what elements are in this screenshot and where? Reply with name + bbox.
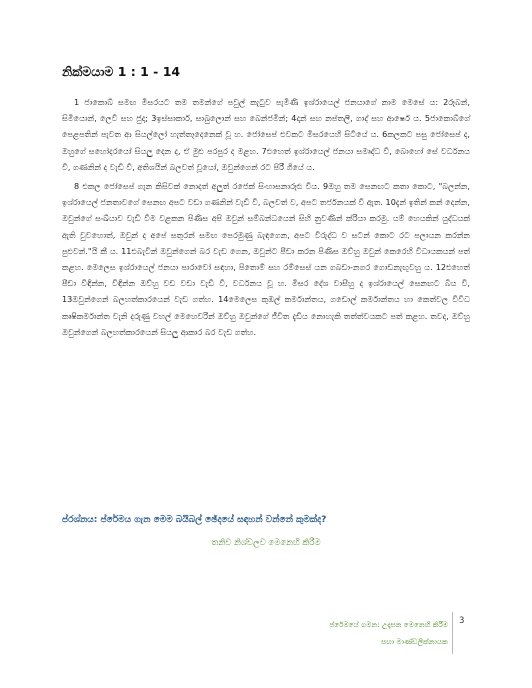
meditation-instruction: තනිව නිශ්චලව මෙනෙහි කිරීම bbox=[211, 538, 321, 548]
footer-divider bbox=[452, 612, 453, 654]
passage-body bbox=[62, 94, 470, 343]
passage-paragraph-2: 8 එකල ජෝසෙප් ගැන කිසිවක් නොදත් අලුත් රජෙක් සිංහාසනාරූඪ විය. 9ඔහු තම සෙනඟට කතා කොට, "බලන්න, ඉශ්රායෙල් ජනතාවගේ සෙනඟ අපට වඩා ගණනින් වැඩි වී, බලවත් ව, අපට තර්ජනයක් වී ඇත. 10දැන් ඉතින් කන් දෙන්න, ඔවුන්ගේ සංඛ්යාව වැඩි වීම වළකන පිණිස අපි ඔවුන් සම්බන්ධයෙන් සිහි නුවණින් ක්රියා කරමු. යම් හෙයකින් යුද්ධයක් ඇති වුවහොත්, ඔවුන් ද අපේ සතුරන් සමඟ පෙරමුණු බැඳගෙන, අපට විරුද්ධ ව සටන් කොට රට පලායන කරන්න පුළුවන්."යි කී ය. 11එබැවින් ඔවුන්ගෙන් බර වැඩ ගෙන, ඔවුන්ට පීඩා කරන පිණිස ඔව්හු ඔවුන් කෙරෙහි විධායකයන් පත් කළහ. මෙලෙස ඉශ්රායෙල් ජනයා පාරාවෝ සඳහා, පිතොම් සහ රම්සෙස් යන ගබඩා-නගර ගොඩනැඟුවහු ය. 12එහෙත් පීඩා විඳින්න, විඳින්න ඔව්හු වඩ වඩා වැඩි වී, වර්ධනය වූ හ. මිසර දේශ වාසීහු ද ඉශ්රායෙල් සෙනඟට බිය වී, 13ඔවුන්ගෙන් බලහත්කාරයෙන් වැඩ ගත්හ. 14මෙලෙස කුඹල් කර්මාන්තය, ගඩොල් කර්මාන්තය හා කෙත්වල විවිධ කෘෂිකර්මාන්ත වැනි දරුණු වහල් මෙහෙවරින් ඔව්හු ඔවුන්ගේ ජීවිත දැඩිය නොහැකි තත්ත්වයකට පත් කළහ. තවද, ඔව්හු ඔවුන්ගෙන් බලහත්කාරයෙන් සියලු ආකාර බර වැඩ ගත්හ. bbox=[62, 181, 470, 337]
footer-title: ප්රේමයේ ගමන: උදෑසන මෙනෙහි කිරීම bbox=[329, 620, 448, 629]
reflection-question: ප්රශ්නය: ප්රේමය ගැන මෙම බයිබල් ඡේදයේ සඳහන් වන්නේ කුමක්ද? bbox=[62, 515, 327, 525]
page-footer bbox=[329, 616, 448, 650]
passage-heading: නික්මයාම 1 : 1 - 14 bbox=[62, 64, 181, 79]
passage-paragraph-1: 1 ජාකොබ් සමඟ මිසරයට තම තමන්ගේ පවුල් කැටුව පැමිණි ඉශ්රායෙල් ජනයාගේ නාම මෙසේ ය: 2රූබන්, සිමියොන්, ලෙවී සහ ජුදා; 3ඉස්සාකාර්, සාබුලොන් සහ බෙන්ජමින්; 4දාන් සහ නප්තලී, ගාද් සහ ආෂෙර් ය. 5ජාකොබ්ගේ පෙළපතින් පැවත ආ සියල්ලෝ හැත්තෑදෙනෙක් වූ හ. ජෝසෙප් එවකට මිසරයෙහි සිටියේ ය. 6කලකට පසු ජෝසෙප් ද, ඔහුගේ සහෝදරයෝ සියලු දෙන ද, ඒ මුළු පරපුර ද මළහ. 7එහෙත් ඉශ්රායෙල් ජනයා සමෘද්ධ වී, බොහෝ සේ වර්ධනය වී, ගණනින් ද වැඩි වී, අතිශයින් බලවත් වූයෝ, ඔවුන්ගෙන් රට පිරී ගියේ ය. bbox=[62, 97, 470, 172]
page-number: 3 bbox=[459, 616, 465, 626]
footer-subtitle: සහා මාණ්ඩලික්නායක bbox=[381, 637, 448, 646]
